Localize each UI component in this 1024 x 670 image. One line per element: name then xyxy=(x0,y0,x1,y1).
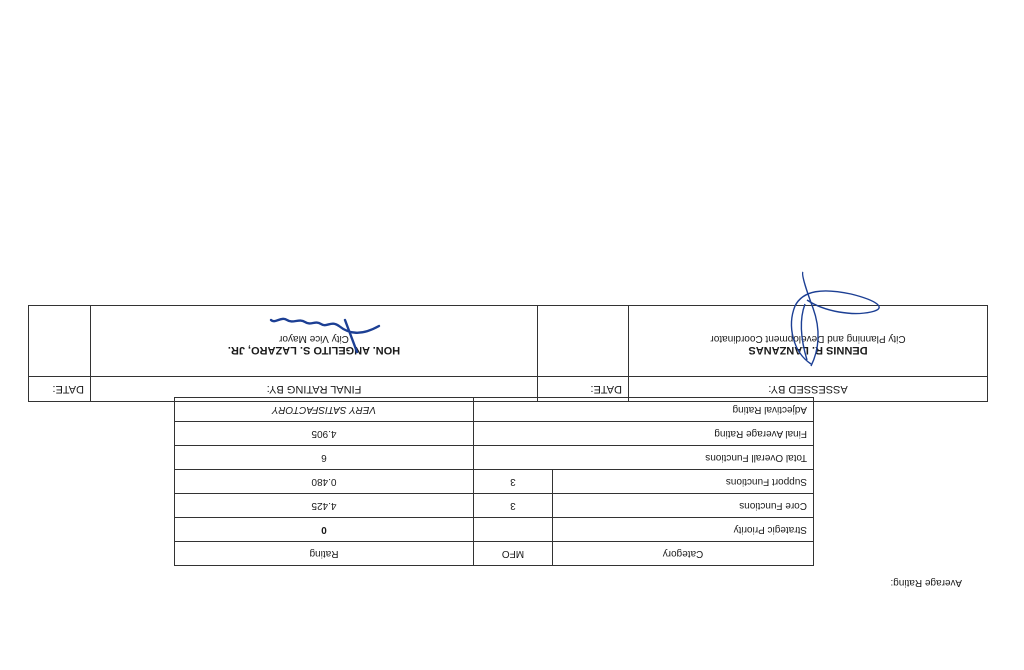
average-rating-label: Average Rating: xyxy=(890,577,962,588)
signature-body-row xyxy=(29,306,988,377)
assessor-name: DENNIS R. LANZANAS xyxy=(748,344,868,356)
row-category: Strategic Priority xyxy=(553,518,814,542)
row-mfo: 3 xyxy=(474,470,553,494)
final-average-value: 4.905 xyxy=(175,422,474,446)
adjectival-label: Adjectival Rating xyxy=(474,398,814,422)
final-average-row xyxy=(175,422,814,446)
assessed-by-label: ASSESSED BY: xyxy=(629,377,988,402)
total-label: Total Overall Functions xyxy=(474,446,814,470)
row-rating: 4.425 xyxy=(175,494,474,518)
date-label: DATE: xyxy=(538,377,629,402)
total-row xyxy=(175,446,814,470)
final-rater-position: City Vice Mayor xyxy=(279,333,349,344)
assessor-position: City Planning and Development Coordinator xyxy=(710,333,906,344)
total-value: 6 xyxy=(175,446,474,470)
header-rating: Rating xyxy=(175,542,474,566)
table-row xyxy=(175,518,814,542)
header-category: Category xyxy=(553,542,814,566)
header-mfo: MFO xyxy=(474,542,553,566)
final-average-label: Final Average Rating xyxy=(474,422,814,446)
row-category: Core Functions xyxy=(553,494,814,518)
assessor-date-cell xyxy=(538,306,629,377)
row-rating: 0.480 xyxy=(175,470,474,494)
table-row xyxy=(175,470,814,494)
adjectival-value: VERY SATISFACTORY xyxy=(175,398,474,422)
signature-header-row xyxy=(29,377,988,402)
row-category: Support Functions xyxy=(553,470,814,494)
row-mfo: 3 xyxy=(474,494,553,518)
row-rating: 0 xyxy=(175,518,474,542)
final-rater-name: HON. ANGELITO S. LAZARO, JR. xyxy=(227,344,401,356)
rating-summary-table xyxy=(174,397,814,566)
table-row xyxy=(175,494,814,518)
final-rater-cell xyxy=(91,306,538,377)
row-mfo xyxy=(474,518,553,542)
assessor-cell xyxy=(629,306,988,377)
date-label: DATE: xyxy=(29,377,91,402)
final-rater-date-cell xyxy=(29,306,91,377)
final-rating-by-label: FINAL RATING BY: xyxy=(91,377,538,402)
signature-table xyxy=(28,305,988,402)
table-header-row xyxy=(175,542,814,566)
